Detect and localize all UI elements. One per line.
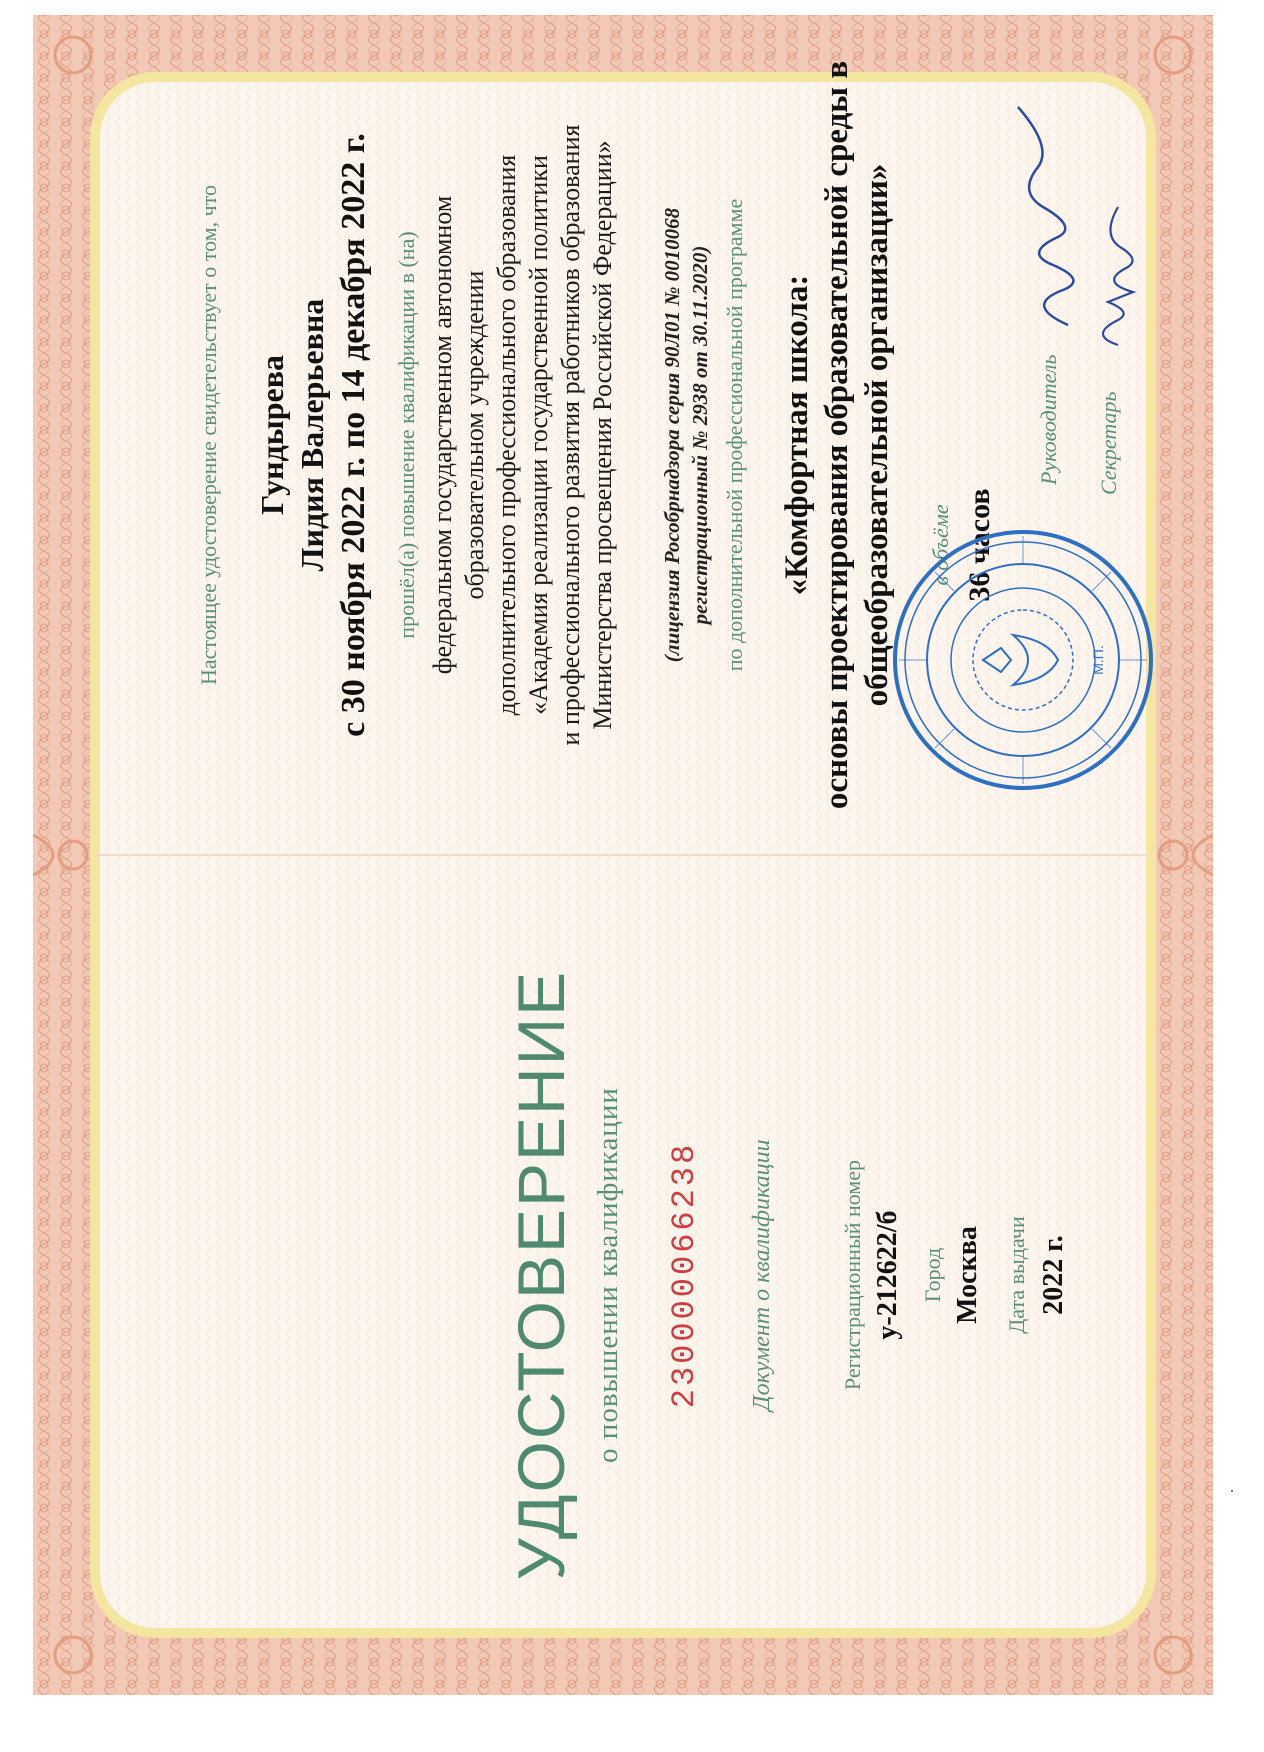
organization-line: дополнительного профессионального образования [492,154,521,716]
license-line: регистрационный № 2938 от 30.11.2020) [688,245,712,625]
document-subtitle: о повышении квалификации [592,1087,624,1463]
intro-text: Настоящее удостоверение свидетельствует о том, что [196,184,221,686]
volume-label: в объёме [928,504,953,586]
license-line: (лицензия Рособрнадзора серия 90Л01 № 0010068 [660,207,684,663]
organization-line: Министерства просвещения Российской Федерации» [588,140,617,730]
document-number: 230000066238 [666,1141,703,1409]
program-title-line: общеобразовательной организации» [859,163,895,707]
volume-value: 36 часов [963,488,996,602]
training-period: с 30 ноября 2022 г. по 14 декабря 2022 г. [335,133,372,737]
program-title-line: «Комфортная школа: [779,274,815,596]
city-value: Москва [952,1226,983,1324]
right-page [33,15,1213,855]
secretary-signature [1073,195,1143,355]
program-title-line: основы проектирования образовательной среды в [819,60,855,810]
organization-line: федеральном государственном автономном [428,195,457,675]
passed-label: прошёл(а) повышение квалификации в (на) [394,231,419,639]
document-type-label: Документ о квалификации [749,1139,775,1411]
organization-line: и профессионального развития работников образования [556,124,585,746]
registration-number-label: Регистрационный номер [840,1159,865,1391]
holder-given-name: Лидия Валерьевна [294,298,330,572]
certificate-sheet [33,15,1213,1695]
official-seal [888,525,1158,795]
head-label: Руководитель [1036,354,1061,485]
left-page [33,855,1213,1695]
issue-date-value: 2022 г. [1038,1235,1069,1315]
city-label: Город [920,1247,945,1303]
organization-line: образовательном учреждении [460,270,489,600]
organization-line: «Академия реализации государственной политики [524,155,553,715]
program-label: по дополнительной профессиональной программе [722,198,747,672]
issue-date-label: Дата выдачи [1004,1216,1029,1334]
holder-surname: Гундырева [254,354,290,516]
stamp-label: М.П. [1090,645,1106,675]
secretary-label: Секретарь [1096,391,1121,495]
registration-number-value: у-212622/б [872,1210,903,1340]
document-title: УДОСТОВЕРЕНИЕ [504,969,578,1581]
